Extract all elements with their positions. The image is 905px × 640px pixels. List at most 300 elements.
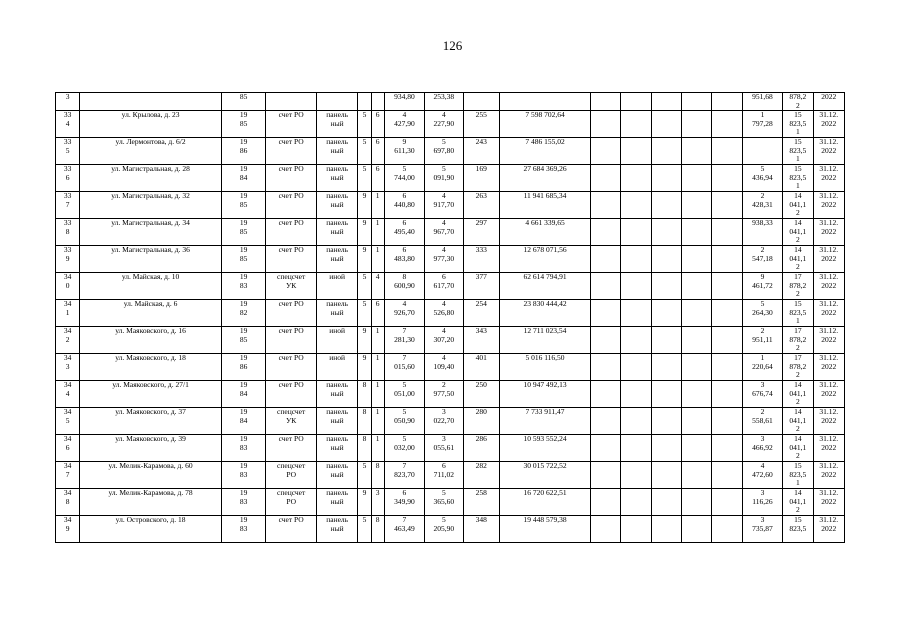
cell-line: 85: [239, 226, 248, 236]
fund-method-cell: [266, 165, 317, 192]
address-cell: ул. Маяковского, д. 39: [80, 435, 222, 462]
cell-line: 5: [760, 299, 765, 309]
cell-line: спецсчет: [277, 488, 306, 498]
residents-cell: 254: [463, 300, 499, 327]
cell-line: 2: [795, 208, 800, 218]
cell-line: 205,90: [433, 523, 455, 533]
cell-line: панель: [326, 137, 349, 147]
living-area-cell: [425, 435, 463, 462]
row-number-cell: [56, 138, 80, 165]
cell-line: 33: [63, 110, 72, 120]
floors-cell: 9: [358, 327, 371, 354]
empty-cell: [712, 93, 742, 111]
cell-line: 2: [795, 235, 800, 245]
limit-cost-cell: [783, 408, 813, 435]
cell-line: 022,70: [433, 415, 455, 425]
total-area-cell: [384, 408, 424, 435]
cell-line: ный: [330, 253, 344, 263]
entrances-cell: 4: [371, 273, 384, 300]
entrances-cell: 3: [371, 489, 384, 516]
empty-cell: [591, 516, 621, 543]
wall-type-cell: [316, 192, 357, 219]
specific-cost-cell: [742, 381, 782, 408]
cost-cell: 12 711 023,54: [499, 327, 590, 354]
total-area-cell: [384, 327, 424, 354]
cell-line: 5: [65, 145, 70, 155]
residents-cell: 258: [463, 489, 499, 516]
empty-cell: [712, 165, 742, 192]
row-number-cell: [56, 246, 80, 273]
wall-type-cell: [316, 300, 357, 327]
table-row: [56, 381, 845, 408]
cell-line: 5: [402, 434, 407, 444]
year-cell: [221, 192, 266, 219]
cell-line: панель: [326, 488, 349, 498]
entrances-cell: 6: [371, 138, 384, 165]
cell-line: 2: [441, 380, 446, 390]
cell-line: 6: [402, 245, 407, 255]
specific-cost-cell: [742, 219, 782, 246]
residents-cell: 250: [463, 381, 499, 408]
total-area-cell: [384, 246, 424, 273]
living-area-cell: [425, 327, 463, 354]
cell-line: 7: [65, 469, 70, 479]
cell-line: 977,30: [433, 253, 455, 263]
empty-cell: [621, 489, 651, 516]
cell-line: 31.12.: [819, 488, 839, 498]
cell-line: 091,90: [433, 172, 455, 182]
residents-cell: 343: [463, 327, 499, 354]
cell-line: 6: [65, 172, 70, 182]
cell-line: 14: [794, 218, 802, 228]
year-cell: [221, 165, 266, 192]
cell-line: счет РО: [278, 353, 304, 363]
cell-line: 8: [65, 496, 70, 506]
cell-line: панель: [326, 407, 349, 417]
total-area-cell: [384, 273, 424, 300]
entrances-cell: 1: [371, 354, 384, 381]
cell-line: 5: [402, 380, 407, 390]
cell-line: 281,30: [394, 334, 415, 344]
table-row: [56, 219, 845, 246]
cell-line: 17: [794, 326, 802, 336]
cell-line: 440,80: [394, 199, 415, 209]
deadline-cell: [813, 381, 844, 408]
empty-cell: [682, 516, 712, 543]
cell-line: 86: [239, 145, 248, 155]
year-cell: [221, 462, 266, 489]
fund-method-cell: [266, 138, 317, 165]
cell-line: 14: [794, 407, 802, 417]
cell-line: 19: [239, 353, 248, 363]
empty-cell: [621, 93, 651, 111]
cell-line: 83: [239, 523, 248, 533]
entrances-cell: 1: [371, 381, 384, 408]
cell-line: 823,70: [394, 469, 415, 479]
floors-cell: 9: [358, 219, 371, 246]
living-area-cell: [425, 381, 463, 408]
cost-cell: 62 614 794,91: [499, 273, 590, 300]
cell-line: 547,18: [752, 253, 773, 263]
specific-cost-cell: [742, 462, 782, 489]
cell-line: РО: [286, 496, 296, 506]
cell-line: 34: [63, 515, 72, 525]
deadline-cell: [813, 93, 844, 111]
cell-line: 8: [402, 272, 407, 282]
entrances-cell: 1: [371, 435, 384, 462]
table-row: [56, 165, 845, 192]
entrances-cell: 6: [371, 165, 384, 192]
residents-cell: 286: [463, 435, 499, 462]
specific-cost-cell: [742, 192, 782, 219]
cell-line: 227,90: [433, 118, 455, 128]
living-area-cell: [425, 516, 463, 543]
cell-line: 1: [760, 110, 765, 120]
wall-type-cell: [316, 219, 357, 246]
cell-line: 84: [239, 388, 248, 398]
table-row: [56, 462, 845, 489]
empty-cell: [682, 327, 712, 354]
year-cell: [221, 354, 266, 381]
address-cell: ул. Майская, д. 10: [80, 273, 222, 300]
cell-line: 2022: [821, 361, 837, 371]
cell-line: 83: [239, 496, 248, 506]
cell-line: ный: [330, 172, 344, 182]
cell-line: 2: [760, 407, 765, 417]
total-area-cell: [384, 381, 424, 408]
specific-cost-cell: [742, 138, 782, 165]
empty-cell: [712, 327, 742, 354]
living-area-cell: [425, 138, 463, 165]
cell-line: 823,5: [789, 523, 807, 533]
cell-line: 83: [239, 469, 248, 479]
empty-cell: [682, 93, 712, 111]
cell-line: 19: [239, 137, 248, 147]
table-row: [56, 516, 845, 543]
cell-line: 2022: [821, 172, 837, 182]
cell-line: 2022: [821, 307, 837, 317]
cell-line: 823,5: [789, 307, 807, 317]
cost-cell: 10 947 492,13: [499, 381, 590, 408]
cell-line: панель: [326, 299, 349, 309]
total-area-cell: [384, 165, 424, 192]
cell-line: 33: [63, 218, 72, 228]
empty-cell: [682, 165, 712, 192]
empty-cell: [682, 354, 712, 381]
total-area-cell: [384, 93, 424, 111]
deadline-cell: [813, 273, 844, 300]
cell-line: 19: [239, 488, 248, 498]
cell-line: 2: [795, 100, 800, 110]
cell-line: 9: [65, 523, 70, 533]
cost-cell: 7 598 702,64: [499, 111, 590, 138]
table-row: [56, 300, 845, 327]
cell-line: 84: [239, 172, 248, 182]
residents-cell: 282: [463, 462, 499, 489]
cell-line: 697,80: [433, 145, 455, 155]
cell-line: 744,00: [394, 172, 415, 182]
cell-line: 116,26: [752, 496, 773, 506]
empty-cell: [621, 300, 651, 327]
specific-cost-cell: [742, 300, 782, 327]
cost-cell: [499, 93, 590, 111]
limit-cost-cell: [783, 273, 813, 300]
specific-cost-cell: [742, 93, 782, 111]
residents-cell: 297: [463, 219, 499, 246]
cell-line: 472,60: [752, 469, 773, 479]
year-cell: [221, 408, 266, 435]
address-cell: ул. Мелик-Карамова, д. 78: [80, 489, 222, 516]
cell-line: 19: [239, 380, 248, 390]
cell-line: 34: [63, 299, 72, 309]
wall-type-cell: [316, 93, 357, 111]
fund-method-cell: [266, 435, 317, 462]
limit-cost-cell: [783, 93, 813, 111]
cell-line: 611,30: [394, 145, 415, 155]
row-number-cell: [56, 327, 80, 354]
cell-line: 041,1: [789, 388, 807, 398]
cell-line: ный: [330, 469, 344, 479]
specific-cost-cell: [742, 435, 782, 462]
table-row: [56, 408, 845, 435]
cell-line: 1: [760, 353, 765, 363]
cell-line: счет РО: [278, 137, 304, 147]
cell-line: 2: [795, 424, 800, 434]
floors-cell: 5: [358, 462, 371, 489]
cell-line: 041,1: [789, 496, 807, 506]
cell-line: 041,1: [789, 442, 807, 452]
cell-line: 19: [239, 218, 248, 228]
cell-line: 85: [239, 118, 248, 128]
cell-line: 19: [239, 299, 248, 309]
cell-line: 31.12.: [819, 191, 839, 201]
wall-type-cell: [316, 165, 357, 192]
wall-type-cell: [316, 138, 357, 165]
cell-line: панель: [326, 380, 349, 390]
table-row: [56, 111, 845, 138]
cell-line: 617,70: [433, 280, 455, 290]
cell-line: 461,72: [752, 280, 773, 290]
cell-line: 6: [402, 488, 407, 498]
cell-line: 3: [441, 407, 446, 417]
cell-line: 967,70: [433, 226, 455, 236]
cell-line: 31.12.: [819, 326, 839, 336]
cell-line: 15: [794, 515, 802, 525]
row-number-cell: [56, 192, 80, 219]
cell-line: счет РО: [278, 299, 304, 309]
cell-line: 2022: [821, 496, 837, 506]
fund-method-cell: [266, 462, 317, 489]
total-area-cell: [384, 354, 424, 381]
cell-line: ный: [330, 496, 344, 506]
cell-line: 34: [63, 407, 72, 417]
cost-cell: 19 448 579,38: [499, 516, 590, 543]
cell-line: 2022: [821, 334, 837, 344]
wall-type-cell: [316, 246, 357, 273]
floors-cell: 5: [358, 165, 371, 192]
cell-line: 495,40: [394, 226, 415, 236]
cell-line: 220,64: [752, 361, 773, 371]
cell-line: 041,1: [789, 415, 807, 425]
cell-line: 3: [65, 361, 70, 371]
cell-line: 17: [794, 353, 802, 363]
cell-line: 1: [795, 478, 800, 488]
cell-line: 19: [239, 245, 248, 255]
empty-cell: [591, 381, 621, 408]
cost-cell: 12 678 071,56: [499, 246, 590, 273]
cell-line: 2022: [821, 226, 837, 236]
residents-cell: 348: [463, 516, 499, 543]
cell-line: 823,5: [789, 172, 807, 182]
cell-line: УК: [286, 280, 297, 290]
empty-cell: [682, 462, 712, 489]
empty-cell: [591, 273, 621, 300]
cell-line: 7: [65, 199, 70, 209]
cell-line: 041,1: [789, 253, 807, 263]
cell-line: панель: [326, 110, 349, 120]
cell-line: спецсчет: [277, 407, 306, 417]
cell-line: 2: [795, 343, 800, 353]
empty-cell: [621, 354, 651, 381]
address-cell: ул. Маяковского, д. 27/1: [80, 381, 222, 408]
cell-line: 2022: [821, 145, 837, 155]
empty-cell: [682, 219, 712, 246]
cell-line: 84: [239, 415, 248, 425]
cell-line: 1: [795, 154, 800, 164]
wall-type-cell: [316, 489, 357, 516]
wall-type-cell: [316, 408, 357, 435]
cell-line: 15: [794, 137, 802, 147]
limit-cost-cell: [783, 327, 813, 354]
living-area-cell: [425, 246, 463, 273]
cell-line: 6: [402, 191, 407, 201]
cell-line: 19: [239, 515, 248, 525]
cell-line: 31.12.: [819, 110, 839, 120]
cell-line: 33: [63, 191, 72, 201]
wall-type-cell: [316, 354, 357, 381]
deadline-cell: [813, 300, 844, 327]
cell-line: счет РО: [278, 515, 304, 525]
empty-cell: [621, 219, 651, 246]
cell-line: 5: [441, 515, 446, 525]
cell-line: иной: [329, 353, 346, 363]
address-cell: ул. Магистральная, д. 32: [80, 192, 222, 219]
cell-line: 19: [239, 191, 248, 201]
fund-method-cell: [266, 489, 317, 516]
cell-line: 15: [794, 461, 802, 471]
floors-cell: 9: [358, 192, 371, 219]
address-cell: ул. Маяковского, д. 16: [80, 327, 222, 354]
cell-line: 4: [402, 110, 407, 120]
cell-line: ный: [330, 226, 344, 236]
cell-line: счет РО: [278, 245, 304, 255]
cell-line: 14: [794, 488, 802, 498]
cell-line: 1: [795, 316, 800, 326]
cell-line: спецсчет: [277, 272, 306, 282]
empty-cell: [591, 462, 621, 489]
cell-line: 4: [441, 353, 446, 363]
fund-method-cell: [266, 273, 317, 300]
cost-cell: 4 661 339,65: [499, 219, 590, 246]
cell-line: 5: [441, 137, 446, 147]
entrances-cell: 1: [371, 219, 384, 246]
cell-line: 041,1: [789, 226, 807, 236]
cell-line: 823,5: [789, 118, 807, 128]
empty-cell: [621, 327, 651, 354]
empty-cell: [651, 462, 681, 489]
cell-line: панель: [326, 191, 349, 201]
cell-line: 34: [63, 272, 72, 282]
cell-line: РО: [286, 469, 296, 479]
entrances-cell: 1: [371, 327, 384, 354]
empty-cell: [651, 111, 681, 138]
cell-line: 015,60: [394, 361, 415, 371]
wall-type-cell: [316, 516, 357, 543]
total-area-cell: [384, 192, 424, 219]
year-cell: [221, 435, 266, 462]
cell-line: 19: [239, 272, 248, 282]
empty-cell: [591, 300, 621, 327]
empty-cell: [651, 273, 681, 300]
cell-line: 3: [441, 434, 446, 444]
limit-cost-cell: [783, 300, 813, 327]
cell-line: ный: [330, 199, 344, 209]
cell-line: 823,5: [789, 145, 807, 155]
empty-cell: [591, 219, 621, 246]
cell-line: 86: [239, 361, 248, 371]
year-cell: [221, 381, 266, 408]
cell-line: 055,61: [433, 442, 455, 452]
living-area-cell: [425, 489, 463, 516]
total-area-cell: [384, 300, 424, 327]
cell-line: 466,92: [752, 442, 773, 452]
cell-line: 6: [65, 442, 70, 452]
year-cell: [221, 489, 266, 516]
empty-cell: [651, 516, 681, 543]
year-cell: [221, 138, 266, 165]
cell-line: УК: [286, 415, 297, 425]
empty-cell: [712, 111, 742, 138]
cell-line: 951,11: [752, 334, 773, 344]
row-number-cell: [56, 273, 80, 300]
cell-line: ный: [330, 388, 344, 398]
empty-cell: [651, 435, 681, 462]
year-cell: [221, 516, 266, 543]
cell-line: 17: [794, 272, 802, 282]
empty-cell: [712, 435, 742, 462]
specific-cost-cell: [742, 246, 782, 273]
cell-line: 032,00: [394, 442, 415, 452]
cell-line: 6: [441, 461, 446, 471]
entrances-cell: [371, 93, 384, 111]
living-area-cell: [425, 192, 463, 219]
address-cell: ул. Лермонтова, д. 6/2: [80, 138, 222, 165]
cell-line: 31.12.: [819, 137, 839, 147]
cell-line: 33: [63, 164, 72, 174]
empty-cell: [682, 381, 712, 408]
cell-line: 2022: [821, 523, 837, 533]
cost-cell: 10 593 552,24: [499, 435, 590, 462]
cell-line: счет РО: [278, 110, 304, 120]
floors-cell: 5: [358, 516, 371, 543]
empty-cell: [621, 111, 651, 138]
cell-line: счет РО: [278, 164, 304, 174]
floors-cell: 8: [358, 381, 371, 408]
empty-cell: [682, 111, 712, 138]
empty-cell: [591, 138, 621, 165]
cell-line: 428,31: [752, 199, 773, 209]
cell-line: 34: [63, 326, 72, 336]
